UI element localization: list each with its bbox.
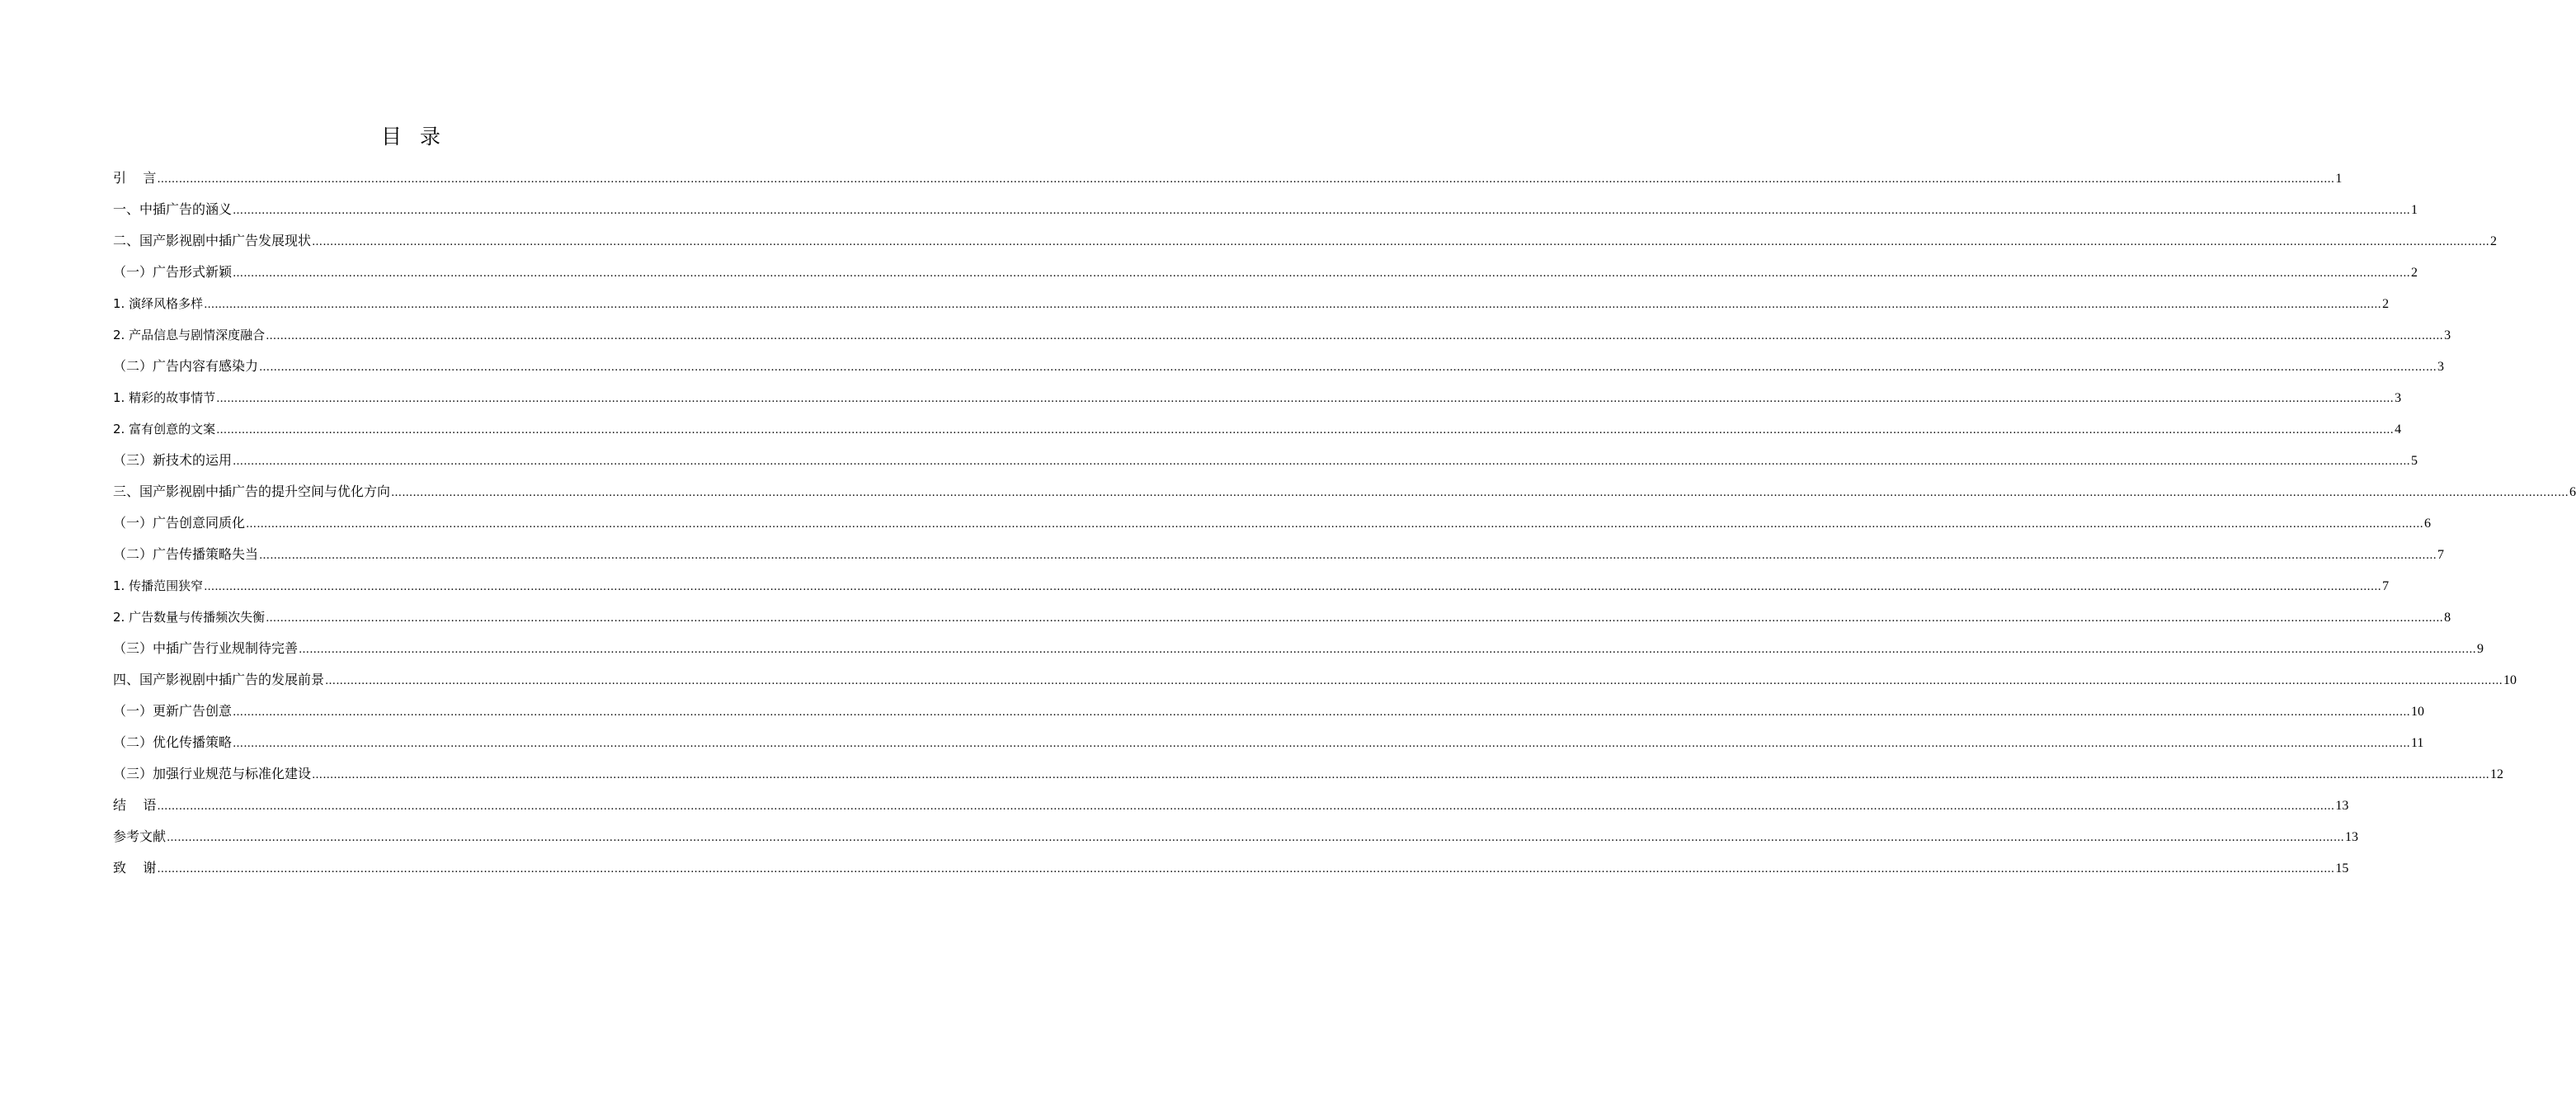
leader-dots: …………………………………………………………………………………………………………………………………………………………………………………………………………………………………………………………………………………………………………………………………………………………………………………………………………………………………………………………………………………………………………………………………………………… (233, 455, 2411, 468)
toc-entry-label: （三）新技术的运用 (113, 452, 233, 468)
toc-entry-page: 9 (2477, 642, 2484, 656)
toc-entry-label: 三、国产影视剧中插广告的提升空间与优化方向 (113, 484, 391, 499)
toc-entry-page: 7 (2382, 579, 2390, 593)
toc-entry-page: 13 (2345, 830, 2359, 844)
toc-entry-section-2-2[interactable] (113, 354, 2445, 385)
toc-entry-label: （一）广告创意同质化 (113, 515, 246, 531)
toc-entry-label: （二）广告传播策略失当 (113, 546, 259, 562)
toc-entry-item-2-2-1[interactable] (113, 385, 2402, 417)
toc-entry-page: 1 (2411, 203, 2418, 217)
toc-entry-label: 1. 演绎风格多样 (113, 296, 204, 311)
toc-entry-intro[interactable] (113, 166, 2343, 197)
leader-dots: …………………………………………………………………………………………………………………………………………………………………………………………………………………………………………………………………………………………………………………………………………………………………………………………………………………………………………………………………………………………………………………………………………………… (299, 644, 2477, 656)
leader-dots: …………………………………………………………………………………………………………………………………………………………………………………………………………………………………………………………………………………………………………………………………………………………………………………………………………………………………………………………………………………………………………………………………………………… (233, 267, 2411, 280)
toc-entry-label: （一）广告形式新颖 (113, 264, 233, 280)
leader-dots: …………………………………………………………………………………………………………………………………………………………………………………………………………………………………………………………………………………………………………………………………………………………………………………………………………………………………………………………………………………………………………………………………………………… (157, 800, 2335, 813)
leader-dots: …………………………………………………………………………………………………………………………………………………………………………………………………………………………………………………………………………………………………………………………………………………………………………………………………………………………………………………………………………………………………………………………………………………… (266, 612, 2444, 625)
toc-entry-section-2-1[interactable] (113, 260, 2418, 291)
leader-dots: …………………………………………………………………………………………………………………………………………………………………………………………………………………………………………………………………………………………………………………………………………………………………………………………………………………………………………………………………………………………………………………………………………………… (312, 769, 2490, 781)
toc-entry-label: （二）广告内容有感染力 (113, 358, 259, 374)
toc-entry-label: 二、国产影视剧中插广告发展现状 (113, 233, 312, 248)
leader-dots: …………………………………………………………………………………………………………………………………………………………………………………………………………………………………………………………………………………………………………………………………………………………………………………………………………………………………………………………………………………………………………………………………………………… (259, 550, 2437, 562)
toc-entry-label: （一）更新广告创意 (113, 703, 233, 719)
toc-entry-label: 2. 广告数量与传播频次失衡 (113, 610, 266, 625)
toc-entry-section-4-2[interactable] (113, 730, 2424, 762)
toc-entry-conclusion[interactable] (113, 793, 2349, 824)
toc-title: 目 录 (381, 125, 442, 149)
toc-entry-page: 10 (2411, 705, 2425, 719)
toc-entry-item-2-2-2[interactable] (113, 417, 2402, 448)
toc-entry-page: 4 (2395, 422, 2402, 437)
toc-entry-chapter-3[interactable] (113, 479, 2576, 511)
toc-entry-label: （三）中插广告行业规制待完善 (113, 640, 299, 656)
toc-entry-label: 1. 传播范围狭窄 (113, 578, 204, 593)
toc-entry-page: 3 (2444, 328, 2451, 342)
leader-dots: …………………………………………………………………………………………………………………………………………………………………………………………………………………………………………………………………………………………………………………………………………………………………………………………………………………………………………………………………………………………………………………………………………………… (233, 205, 2411, 217)
toc-entry-label: （二）优化传播策略 (113, 734, 233, 750)
toc-entry-page: 1 (2335, 172, 2343, 186)
leader-dots: …………………………………………………………………………………………………………………………………………………………………………………………………………………………………………………………………………………………………………………………………………………………………………………………………………………………………………………………………………………………………………………………………………………… (216, 393, 2395, 405)
toc-entry-label: 2. 富有创意的文案 (113, 422, 216, 437)
leader-dots: …………………………………………………………………………………………………………………………………………………………………………………………………………………………………………………………………………………………………………………………………………………………………………………………………………………………………………………………………………………………………………………………………………………… (233, 706, 2411, 719)
toc-entry-label: 参考文献 (113, 828, 167, 844)
toc-entry-item-2-1-2[interactable] (113, 323, 2451, 354)
toc-entry-label: 2. 产品信息与剧情深度融合 (113, 328, 266, 342)
toc-entry-page: 5 (2411, 454, 2418, 468)
toc-entry-label: 1. 精彩的故事情节 (113, 390, 216, 405)
toc-entry-section-4-1[interactable] (113, 699, 2425, 730)
toc-entry-label: 结 语 (113, 797, 157, 813)
toc-entry-page: 15 (2335, 861, 2349, 875)
toc-entry-label: （三）加强行业规范与标准化建设 (113, 766, 312, 781)
toc-entry-references[interactable] (113, 824, 2359, 856)
toc-entry-page: 2 (2382, 297, 2390, 311)
leader-dots: …………………………………………………………………………………………………………………………………………………………………………………………………………………………………………………………………………………………………………………………………………………………………………………………………………………………………………………………………………………………………………………………………………………… (266, 330, 2444, 342)
toc-entry-page: 3 (2395, 391, 2402, 405)
toc-entry-item-3-2-2[interactable] (113, 605, 2451, 636)
leader-dots: …………………………………………………………………………………………………………………………………………………………………………………………………………………………………………………………………………………………………………………………………………………………………………………………………………………………………………………………………………………………………………………………………………………… (216, 424, 2395, 437)
toc-entry-page: 6 (2424, 517, 2432, 531)
leader-dots: …………………………………………………………………………………………………………………………………………………………………………………………………………………………………………………………………………………………………………………………………………………………………………………………………………………………………………………………………………………………………………………………………………………… (391, 487, 2569, 499)
leader-dots: …………………………………………………………………………………………………………………………………………………………………………………………………………………………………………………………………………………………………………………………………………………………………………………………………………………………………………………………………………………………………………………………………………………… (157, 863, 2335, 875)
toc-entry-label: 四、国产影视剧中插广告的发展前景 (113, 672, 325, 687)
toc-entry-item-2-1-1[interactable] (113, 291, 2390, 323)
toc-entry-page: 2 (2490, 234, 2498, 248)
leader-dots: …………………………………………………………………………………………………………………………………………………………………………………………………………………………………………………………………………………………………………………………………………………………………………………………………………………………………………………………………………………………………………………………………………………… (246, 518, 2424, 531)
toc-entry-label: 一、中插广告的涵义 (113, 201, 233, 217)
leader-dots: …………………………………………………………………………………………………………………………………………………………………………………………………………………………………………………………………………………………………………………………………………………………………………………………………………………………………………………………………………………………………………………………………………………… (259, 361, 2437, 374)
toc-entry-section-3-2[interactable] (113, 542, 2445, 573)
toc-entry-chapter-2[interactable] (113, 229, 2498, 260)
toc-entry-label: 引 言 (113, 170, 157, 186)
toc-entry-label: 致 谢 (113, 860, 157, 875)
leader-dots: …………………………………………………………………………………………………………………………………………………………………………………………………………………………………………………………………………………………………………………………………………………………………………………………………………………………………………………………………………………………………………………………………………………… (325, 675, 2503, 687)
leader-dots: …………………………………………………………………………………………………………………………………………………………………………………………………………………………………………………………………………………………………………………………………………………………………………………………………………………………………………………………………………………………………………………………………………………… (233, 738, 2411, 750)
toc-entry-page: 8 (2444, 611, 2451, 625)
toc-entry-section-3-3[interactable] (113, 636, 2484, 668)
leader-dots: …………………………………………………………………………………………………………………………………………………………………………………………………………………………………………………………………………………………………………………………………………………………………………………………………………………………………………………………………………………………………………………………………………………… (204, 299, 2382, 311)
toc-entry-chapter-1[interactable] (113, 197, 2418, 229)
toc-entry-page: 13 (2335, 799, 2349, 813)
toc-entry-page: 10 (2503, 673, 2517, 687)
toc-entry-chapter-4[interactable] (113, 668, 2517, 699)
toc-entry-section-2-3[interactable] (113, 448, 2418, 479)
toc-entry-page: 11 (2411, 736, 2424, 750)
toc-entry-section-3-1[interactable] (113, 511, 2432, 542)
leader-dots: …………………………………………………………………………………………………………………………………………………………………………………………………………………………………………………………………………………………………………………………………………………………………………………………………………………………………………………………………………………………………………………………………………………… (312, 236, 2490, 248)
table-of-contents (113, 166, 2576, 887)
toc-entry-item-3-2-1[interactable] (113, 573, 2390, 605)
leader-dots: …………………………………………………………………………………………………………………………………………………………………………………………………………………………………………………………………………………………………………………………………………………………………………………………………………………………………………………………………………………………………………………………………………………… (167, 832, 2345, 844)
toc-entry-acknowledgements[interactable] (113, 856, 2349, 887)
leader-dots: …………………………………………………………………………………………………………………………………………………………………………………………………………………………………………………………………………………………………………………………………………………………………………………………………………………………………………………………………………………………………………………………………………………… (157, 173, 2335, 186)
toc-entry-section-4-3[interactable] (113, 762, 2504, 793)
leader-dots: …………………………………………………………………………………………………………………………………………………………………………………………………………………………………………………………………………………………………………………………………………………………………………………………………………………………………………………………………………………………………………………………………………………… (204, 581, 2382, 593)
toc-entry-page: 6 (2569, 485, 2576, 499)
toc-entry-page: 7 (2437, 548, 2445, 562)
toc-entry-page: 12 (2490, 767, 2504, 781)
toc-entry-page: 3 (2437, 360, 2445, 374)
toc-entry-page: 2 (2411, 266, 2418, 280)
